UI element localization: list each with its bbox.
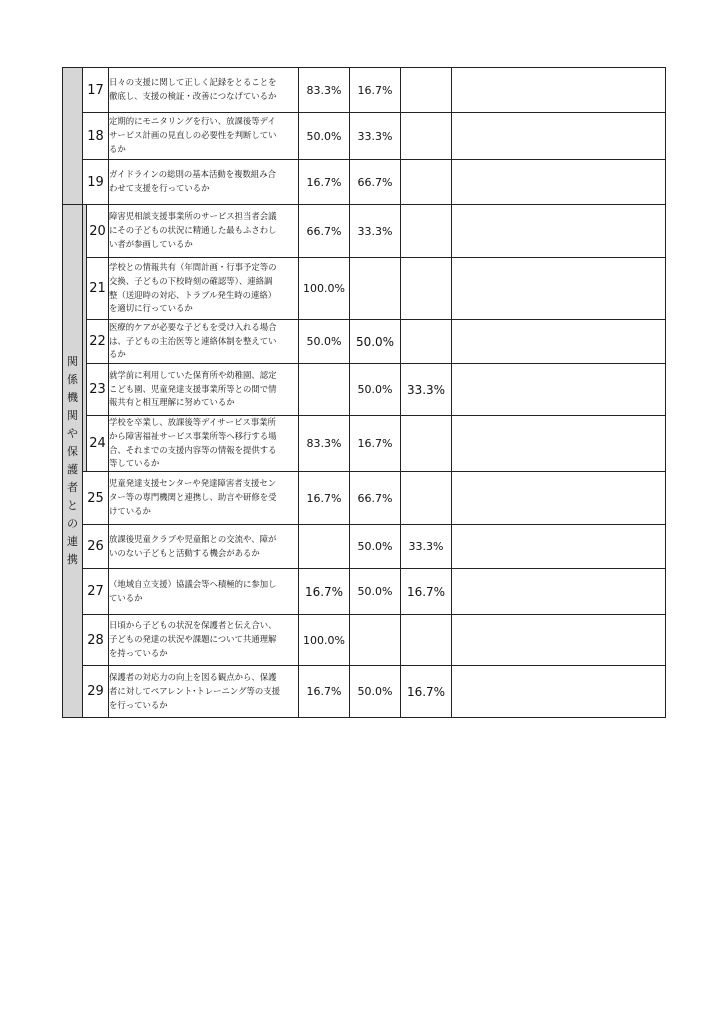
percent-no: 33.3% — [401, 364, 452, 416]
table-row — [63, 416, 666, 472]
table-row — [63, 472, 666, 525]
row-question: 学校との情報共有（年間計画・行事予定等の 交換、子どもの下校時刻の確認等）、連絡調 整（送迎時の対応、トラブル発生時の連絡） を適切に行っているか — [109, 258, 299, 320]
percent-neutral: 33.3% — [350, 205, 401, 258]
row-number: 18 — [83, 113, 109, 160]
percent-no — [401, 205, 452, 258]
row-number: 22 — [87, 320, 109, 364]
row-number: 21 — [87, 258, 109, 320]
percent-no: 33.3% — [401, 525, 452, 569]
percent-neutral: 16.7% — [350, 68, 401, 113]
percent-unknown — [452, 113, 666, 160]
percent-neutral — [350, 615, 401, 666]
row-number: 23 — [87, 364, 109, 416]
percent-neutral: 66.7% — [350, 472, 401, 525]
table-row — [63, 525, 666, 569]
table-row — [63, 113, 666, 160]
percent-no: 16.7% — [401, 569, 452, 615]
evaluation-table-body — [63, 68, 666, 718]
table-row — [63, 68, 666, 113]
percent-neutral: 50.0% — [350, 320, 401, 364]
row-question: 放課後児童クラブや児童館との交流や、障が いのない子どもと活動する機会があるか — [109, 525, 299, 569]
percent-unknown — [452, 160, 666, 205]
row-number: 17 — [83, 68, 109, 113]
percent-yes: 50.0% — [299, 320, 350, 364]
percent-neutral: 50.0% — [350, 525, 401, 569]
table-row — [63, 320, 666, 364]
percent-no — [401, 416, 452, 472]
percent-neutral: 16.7% — [350, 416, 401, 472]
row-number: 24 — [87, 416, 109, 472]
row-number: 19 — [83, 160, 109, 205]
percent-no — [401, 160, 452, 205]
percent-unknown — [452, 364, 666, 416]
row-question: 児童発達支援センターや発達障害者支援セン ター等の専門機関と連携し、助言や研修を受 けているか — [109, 472, 299, 525]
percent-unknown — [452, 320, 666, 364]
percent-unknown — [452, 472, 666, 525]
percent-yes: 100.0% — [299, 615, 350, 666]
table-row — [63, 569, 666, 615]
row-question: 医療的ケアが必要な子どもを受け入れる場合 は、子どもの主治医等と連絡体制を整えてい るか — [109, 320, 299, 364]
section-label: 関 係 機 関 や 保 護 者 と の 連 携 — [67, 355, 78, 567]
percent-yes: 66.7% — [299, 205, 350, 258]
percent-yes: 50.0% — [299, 113, 350, 160]
percent-no — [401, 113, 452, 160]
percent-unknown — [452, 569, 666, 615]
row-number: 26 — [83, 525, 109, 569]
percent-no — [401, 68, 452, 113]
row-question: 定期的にモニタリングを行い、放課後等デイ サービス計画の見直しの必要性を判断してい るか — [109, 113, 299, 160]
percent-yes: 16.7% — [299, 472, 350, 525]
percent-yes — [299, 364, 350, 416]
percent-yes: 16.7% — [299, 569, 350, 615]
percent-yes: 83.3% — [299, 416, 350, 472]
row-question: 日頃から子どもの状況を保護者と伝え合い、 子どもの発達の状況や課題について共通理解 を持っているか — [109, 615, 299, 666]
percent-neutral — [350, 258, 401, 320]
percent-neutral: 33.3% — [350, 113, 401, 160]
percent-unknown — [452, 68, 666, 113]
table-row — [63, 666, 666, 718]
percent-yes: 16.7% — [299, 666, 350, 718]
percent-no — [401, 258, 452, 320]
percent-neutral: 66.7% — [350, 160, 401, 205]
row-question: ガイドラインの総則の基本活動を複数組み合 わせて支援を行っているか — [109, 160, 299, 205]
percent-unknown — [452, 525, 666, 569]
percent-neutral: 50.0% — [350, 364, 401, 416]
row-number: 27 — [83, 569, 109, 615]
row-number: 28 — [83, 615, 109, 666]
percent-yes: 83.3% — [299, 68, 350, 113]
table-row — [63, 615, 666, 666]
table-row — [63, 160, 666, 205]
percent-neutral: 50.0% — [350, 569, 401, 615]
row-question: （地域自立支援）協議会等へ積極的に参加し ているか — [109, 569, 299, 615]
percent-no: 16.7% — [401, 666, 452, 718]
percent-unknown — [452, 416, 666, 472]
row-question: 日々の支援に関して正しく記録をとることを 徹底し、支援の検証・改善につなげているか — [109, 68, 299, 113]
percent-yes: 16.7% — [299, 160, 350, 205]
row-question: 学校を卒業し、放課後等デイサービス事業所 から障害福祉サービス事業所等へ移行する場 合、それまでの支援内容等の情報を提供する 等しているか — [109, 416, 299, 472]
row-number: 25 — [83, 472, 109, 525]
percent-no — [401, 472, 452, 525]
table-row — [63, 205, 666, 258]
section-cell-liaison — [63, 205, 83, 718]
evaluation-table — [62, 67, 666, 718]
row-question: 保護者の対応力の向上を図る観点から、保護 者に対してペアレント･トレーニング等の支援 を行っているか — [109, 666, 299, 718]
percent-yes: 100.0% — [299, 258, 350, 320]
row-question: 障害児相談支援事業所のサービス担当者会議 にその子どもの状況に精通した最もふさわし い者が参画しているか — [109, 205, 299, 258]
percent-neutral: 50.0% — [350, 666, 401, 718]
percent-no — [401, 320, 452, 364]
percent-unknown — [452, 615, 666, 666]
section-cell-prev — [63, 68, 83, 205]
percent-yes — [299, 525, 350, 569]
row-number: 20 — [87, 205, 109, 258]
row-question: 就学前に利用していた保育所や幼稚園、認定 こども園、児童発達支援事業所等との間で情 報共有と相互理解に努めているか — [109, 364, 299, 416]
table-row — [63, 364, 666, 416]
table-row — [63, 258, 666, 320]
row-number: 29 — [83, 666, 109, 718]
percent-no — [401, 615, 452, 666]
percent-unknown — [452, 258, 666, 320]
percent-unknown — [452, 666, 666, 718]
percent-unknown — [452, 205, 666, 258]
